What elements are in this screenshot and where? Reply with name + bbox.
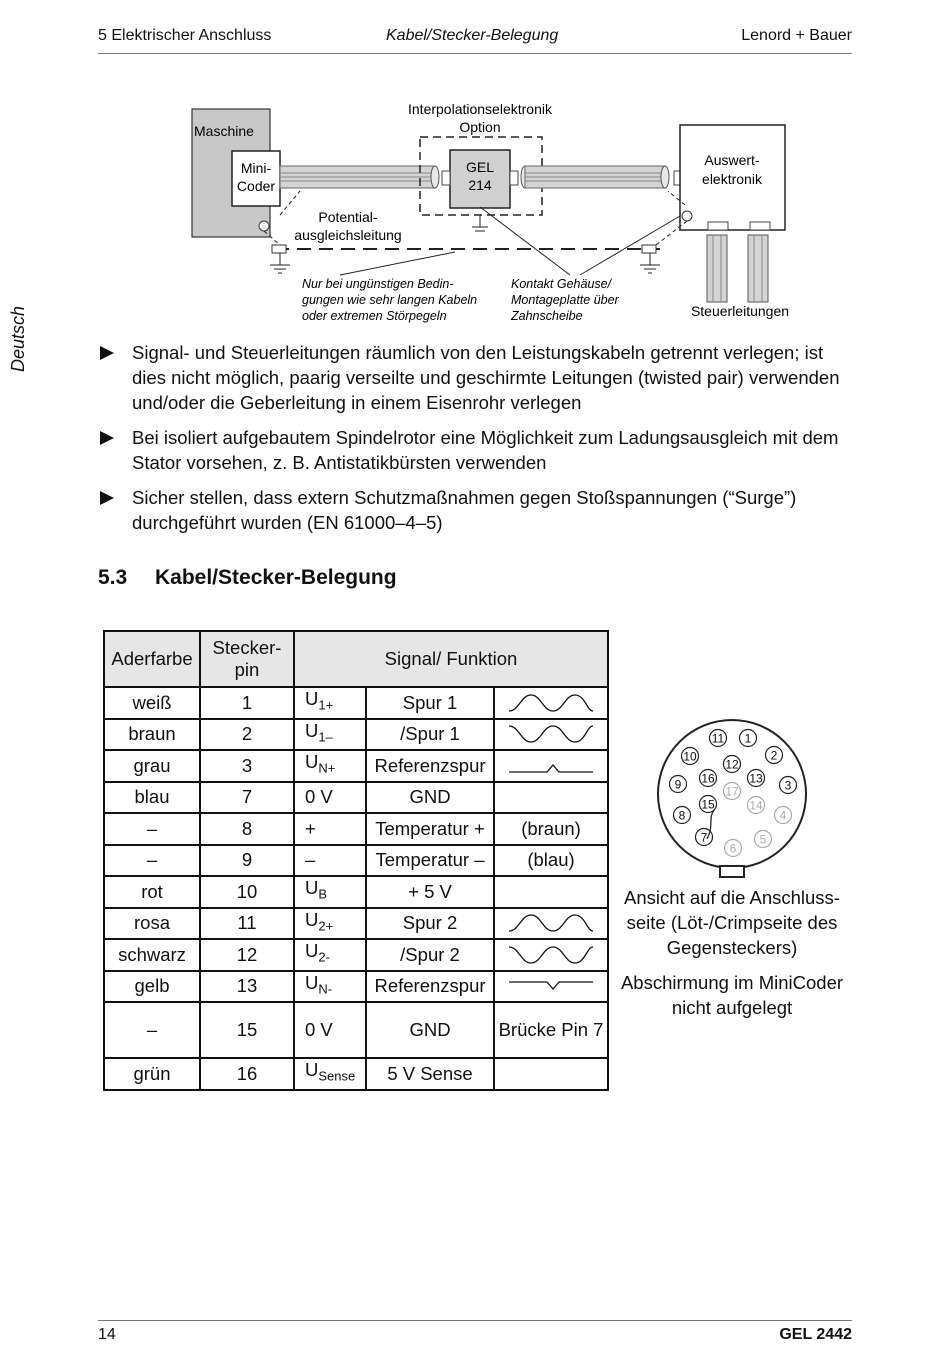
cell-wire-color: grün xyxy=(104,1058,200,1090)
cell-wire-color: – xyxy=(104,1002,200,1058)
cell-function: + 5 V xyxy=(366,876,494,908)
note-contact-3: Zahnscheibe xyxy=(511,309,583,323)
connector-pin-12 xyxy=(724,756,741,773)
label-auswert-2: elektronik xyxy=(702,171,762,187)
cell-wire-color: blau xyxy=(104,782,200,814)
signal-name: U xyxy=(305,688,319,710)
cell-wire-color: rot xyxy=(104,876,200,908)
section-number: 5.3 xyxy=(98,566,128,589)
cell-extra xyxy=(494,939,608,971)
label-potential-1: Potential- xyxy=(318,209,378,225)
cell-pin: 2 xyxy=(200,719,294,751)
signal-name: U xyxy=(305,1059,319,1081)
cell-extra: (blau) xyxy=(494,845,608,877)
table-row xyxy=(104,939,608,971)
svg-text:1: 1 xyxy=(744,731,752,746)
signal-name: U xyxy=(305,971,319,993)
svg-text:16: 16 xyxy=(701,771,715,786)
signal-subscript: B xyxy=(318,887,328,903)
connector-pin-13 xyxy=(748,770,765,787)
table-row xyxy=(104,750,608,782)
waveform-icon xyxy=(507,974,595,998)
language-tab: Deutsch xyxy=(8,305,28,372)
cell-signal xyxy=(294,908,366,940)
page-number: 14 xyxy=(98,1326,116,1343)
cell-signal xyxy=(294,1058,366,1090)
header-divider xyxy=(98,53,852,54)
cell-function: Temperatur + xyxy=(366,813,494,845)
signal-subscript: N+ xyxy=(318,761,336,777)
svg-text:2: 2 xyxy=(770,748,778,763)
bullet-item xyxy=(98,485,854,535)
connector-pin-5 xyxy=(755,831,772,848)
cell-signal xyxy=(294,719,366,751)
note-conditions-1: Nur bei ungünstigen Bedin- xyxy=(302,277,454,291)
svg-text:7: 7 xyxy=(700,830,708,845)
svg-text:4: 4 xyxy=(779,808,787,823)
cell-extra xyxy=(494,687,608,719)
cell-signal xyxy=(294,750,366,782)
bullet-arrow-icon xyxy=(100,346,114,360)
signal-subscript: 2- xyxy=(318,950,330,966)
cell-signal xyxy=(294,1002,366,1058)
note-contact-2: Montageplatte über xyxy=(511,293,619,307)
signal-name: U xyxy=(305,908,319,930)
section-title: Kabel/Stecker-Belegung xyxy=(155,566,397,589)
header-signal-function: Signal/ Funktion xyxy=(294,631,608,687)
header-chapter: 5 Elektrischer Anschluss xyxy=(98,27,272,44)
cell-extra xyxy=(494,908,608,940)
label-coder: Coder xyxy=(236,178,276,194)
svg-text:15: 15 xyxy=(701,797,715,812)
cell-extra: Brücke Pin 7 xyxy=(494,1002,608,1058)
cell-wire-color: gelb xyxy=(104,971,200,1003)
caption-shield: Abschirmung im MiniCoder nicht aufgelegt xyxy=(620,972,844,1018)
cell-wire-color: schwarz xyxy=(104,939,200,971)
cell-signal xyxy=(294,939,366,971)
connector-face-diagram xyxy=(650,718,820,883)
cell-extra: (braun) xyxy=(494,813,608,845)
connector-caption xyxy=(612,885,852,1030)
table-row xyxy=(104,908,608,940)
signal-name: U xyxy=(305,877,319,899)
cell-wire-color: – xyxy=(104,845,200,877)
table-row xyxy=(104,719,608,751)
signal-subscript: 2+ xyxy=(318,918,334,934)
connector-pin-6 xyxy=(725,840,742,857)
header-section-title: Kabel/Stecker-Belegung xyxy=(386,27,559,44)
header-wire-color: Aderfarbe xyxy=(104,631,200,687)
signal-name: 0 V xyxy=(305,786,333,808)
signal-subscript: N- xyxy=(318,981,333,997)
cell-function: Temperatur – xyxy=(366,845,494,877)
cell-pin: 3 xyxy=(200,750,294,782)
table-row xyxy=(104,971,608,1003)
connector-pin-4 xyxy=(775,807,792,824)
caption-view: Ansicht auf die Anschluss-seite (Löt-/Crimpseite des Gegensteckers) xyxy=(624,887,840,958)
header-company: Lenord + Bauer xyxy=(741,27,852,44)
waveform-icon xyxy=(507,691,595,715)
cell-extra xyxy=(494,876,608,908)
svg-text:3: 3 xyxy=(784,778,792,793)
svg-text:6: 6 xyxy=(729,841,737,856)
signal-subscript: 1– xyxy=(318,729,333,745)
table-row xyxy=(104,876,608,908)
table-row xyxy=(104,782,608,814)
cell-function: Spur 2 xyxy=(366,908,494,940)
cell-signal xyxy=(294,687,366,719)
connector-pin-2 xyxy=(766,747,783,764)
connector-pin-9 xyxy=(670,776,687,793)
connector-pin-3 xyxy=(780,777,797,794)
table-row xyxy=(104,1058,608,1090)
cell-function: Spur 1 xyxy=(366,687,494,719)
cell-pin: 10 xyxy=(200,876,294,908)
connector-pin-10 xyxy=(682,748,699,765)
waveform-icon xyxy=(507,943,595,967)
label-gel-number: 214 xyxy=(468,177,492,193)
label-interp-1: Interpolationselektronik xyxy=(408,101,552,117)
bullet-text: Signal- und Steuerleitungen räumlich von den Leistungskabeln getrennt verlegen; ist dies nicht möglich, paarig verseilte und geschirmte Leitungen (twisted pair) verwenden und/oder die Geberleitung in einem Eisenrohr verlegen xyxy=(132,342,840,413)
bullet-arrow-icon xyxy=(100,491,114,505)
cell-extra xyxy=(494,971,608,1003)
svg-text:9: 9 xyxy=(674,777,682,792)
bullet-item xyxy=(98,340,854,415)
cell-function: Referenzspur xyxy=(366,971,494,1003)
section-heading xyxy=(98,566,397,590)
table-row xyxy=(104,687,608,719)
bullet-item xyxy=(98,425,854,475)
cell-function: /Spur 2 xyxy=(366,939,494,971)
wiring-diagram xyxy=(180,95,820,330)
cell-pin: 12 xyxy=(200,939,294,971)
note-conditions-2: gungen wie sehr langen Kabeln xyxy=(302,293,478,307)
label-interp-2: Option xyxy=(459,119,501,135)
cell-wire-color: rosa xyxy=(104,908,200,940)
cell-pin: 13 xyxy=(200,971,294,1003)
bullet-text: Sicher stellen, dass extern Schutzmaßnahmen gegen Stoßspannungen (“Surge”) durchgeführt wurden (EN 61000–4–5) xyxy=(132,487,797,533)
connector-pin-8 xyxy=(674,807,691,824)
svg-text:13: 13 xyxy=(749,771,763,786)
label-maschine: Maschine xyxy=(194,123,254,139)
cell-extra xyxy=(494,719,608,751)
label-auswert-1: Auswert- xyxy=(704,152,760,168)
signal-name: 0 V xyxy=(305,1019,333,1040)
bullet-arrow-icon xyxy=(100,431,114,445)
connector-pin-16 xyxy=(700,770,717,787)
cell-signal xyxy=(294,845,366,877)
signal-name: U xyxy=(305,940,319,962)
signal-name: + xyxy=(305,817,316,839)
cell-pin: 9 xyxy=(200,845,294,877)
cell-extra xyxy=(494,750,608,782)
cell-extra xyxy=(494,782,608,814)
cell-signal xyxy=(294,876,366,908)
cell-wire-color: weiß xyxy=(104,687,200,719)
table-row xyxy=(104,845,608,877)
waveform-icon xyxy=(507,722,595,746)
svg-text:12: 12 xyxy=(725,757,739,772)
connector-pin-17 xyxy=(724,783,741,800)
svg-text:10: 10 xyxy=(683,749,697,764)
connector-pin-1 xyxy=(740,730,757,747)
cell-pin: 8 xyxy=(200,813,294,845)
signal-name: – xyxy=(305,849,316,871)
signal-subscript: 1+ xyxy=(318,698,334,714)
cell-signal xyxy=(294,782,366,814)
cell-signal xyxy=(294,813,366,845)
cell-function: GND xyxy=(366,1002,494,1058)
table-row xyxy=(104,813,608,845)
svg-text:5: 5 xyxy=(759,832,767,847)
cell-extra xyxy=(494,1058,608,1090)
note-contact-1: Kontakt Gehäuse/ xyxy=(511,277,612,291)
label-potential-2: ausgleichsleitung xyxy=(294,227,402,243)
waveform-icon xyxy=(507,911,595,935)
cell-pin: 1 xyxy=(200,687,294,719)
cell-wire-color: braun xyxy=(104,719,200,751)
label-mini: Mini- xyxy=(240,160,272,176)
cell-function: GND xyxy=(366,782,494,814)
cell-pin: 7 xyxy=(200,782,294,814)
bullet-list xyxy=(98,340,854,545)
connector-pin-15 xyxy=(700,796,717,813)
svg-text:17: 17 xyxy=(725,784,739,799)
cell-function: Referenzspur xyxy=(366,750,494,782)
cell-signal xyxy=(294,971,366,1003)
header-connector-pin: Stecker- pin xyxy=(200,631,294,687)
waveform-icon xyxy=(507,754,595,778)
note-conditions-3: oder extremen Störpegeln xyxy=(302,309,447,323)
label-steuerleitungen: Steuerleitungen xyxy=(690,303,790,319)
cell-wire-color: grau xyxy=(104,750,200,782)
cell-wire-color: – xyxy=(104,813,200,845)
cell-pin: 11 xyxy=(200,908,294,940)
cell-function: /Spur 1 xyxy=(366,719,494,751)
cell-pin: 15 xyxy=(200,1002,294,1058)
connector-pin-14 xyxy=(748,797,765,814)
connector-pin-11 xyxy=(710,730,727,747)
footer-divider xyxy=(98,1320,852,1321)
svg-text:8: 8 xyxy=(678,808,686,823)
cell-function: 5 V Sense xyxy=(366,1058,494,1090)
table-header-row xyxy=(104,631,608,687)
svg-text:14: 14 xyxy=(749,798,763,813)
svg-text:11: 11 xyxy=(711,731,725,746)
signal-name: U xyxy=(305,751,319,773)
cell-pin: 16 xyxy=(200,1058,294,1090)
pin-assignment-table xyxy=(103,630,609,1091)
signal-subscript: Sense xyxy=(318,1069,356,1085)
bullet-text: Bei isoliert aufgebautem Spindelrotor eine Möglichkeit zum Ladungsausgleich mit dem Stator vorsehen, z. B. Antistatikbürsten verwenden xyxy=(132,427,839,473)
signal-name: U xyxy=(305,719,319,741)
table-row xyxy=(104,1002,608,1058)
label-gel: GEL xyxy=(465,159,495,175)
document-id: GEL 2442 xyxy=(779,1326,852,1343)
